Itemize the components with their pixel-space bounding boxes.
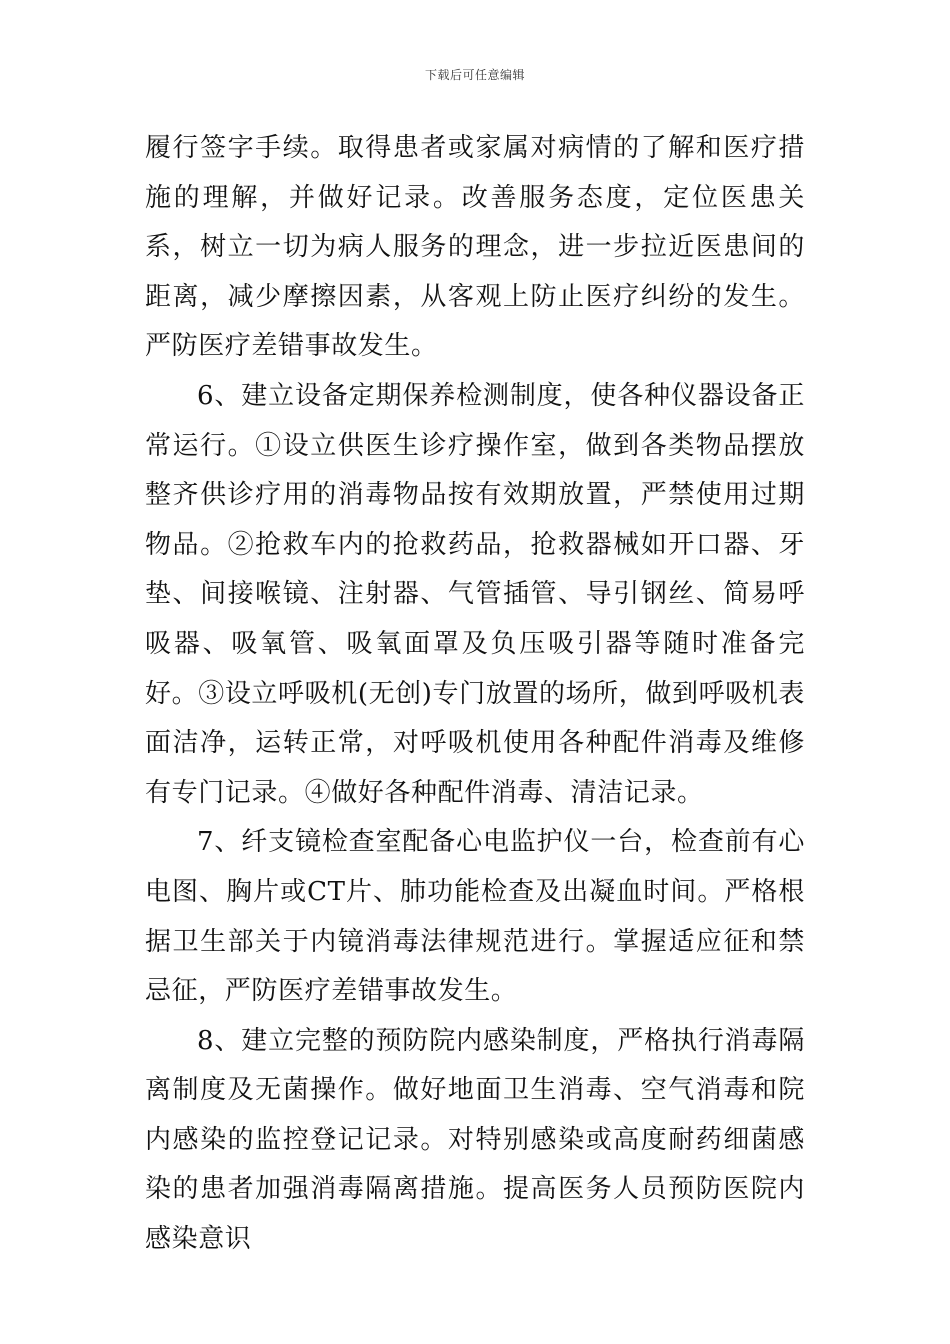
page-header: 下载后可任意编辑: [424, 68, 525, 82]
paragraph-item-7: 7、纤支镜检查室配备心电监护仪一台，检查前有心电图、胸片或CT片、肺功能检查及出凝血时间。严格根据卫生部关于内镜消毒法律规范进行。掌握适应征和禁忌征，严防医疗差错事故发生。: [145, 827, 805, 1007]
paragraph-continuation: 履行签字手续。取得患者或家属对病情的了解和医疗措施的理解，并做好记录。改善服务态度，定位医患关系，树立一切为病人服务的理念，进一步拉近医患间的距离，减少摩擦因素，从客观上防止医疗纠纷的发生。严防医疗差错事故发生。: [145, 133, 805, 362]
paragraph-item-8: 8、建立完整的预防院内感染制度，严格执行消毒隔离制度及无菌操作。做好地面卫生消毒、空气消毒和院内感染的监控登记记录。对特别感染或高度耐药细菌感染的患者加强消毒隔离措施。提高医务人员预防医院内感染意识: [145, 1025, 805, 1255]
document-body: [145, 124, 805, 1265]
paragraph-item-6: 6、建立设备定期保养检测制度，使各种仪器设备正常运行。①设立供医生诊疗操作室，做到各类物品摆放整齐供诊疗用的消毒物品按有效期放置，严禁使用过期物品。②抢救车内的抢救药品，抢救器械如开口器、牙垫、间接喉镜、注射器、气管插管、导引钢丝、简易呼吸器、吸氧管、吸氧面罩及负压吸引器等随时准备完好。③设立呼吸机(无创)专门放置的场所，做到呼吸机表面洁净，运转正常，对呼吸机使用各种配件消毒及维修有专门记录。④做好各种配件消毒、清洁记录。: [145, 380, 805, 808]
